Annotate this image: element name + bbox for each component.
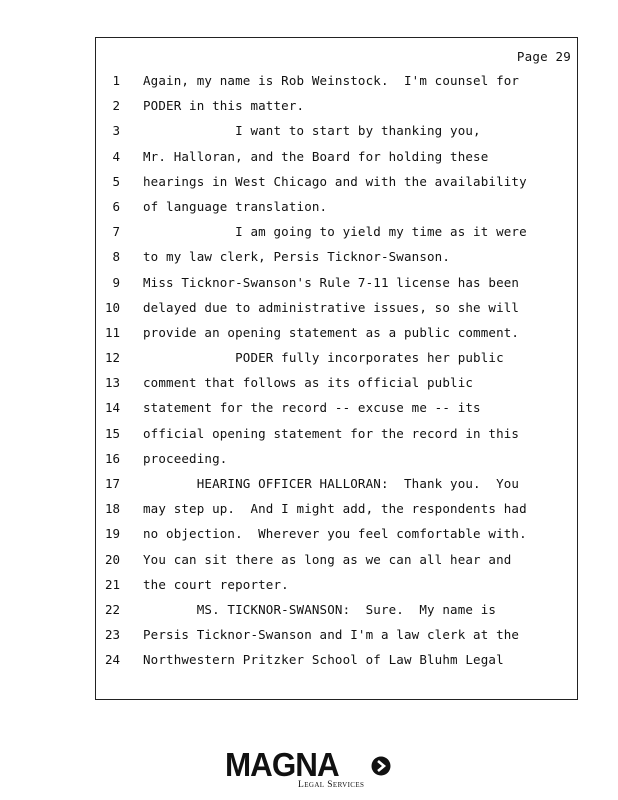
transcript-line: [96, 174, 577, 199]
line-text: the court reporter.: [143, 576, 289, 592]
transcript-lines: [96, 73, 577, 678]
line-number: 23: [104, 627, 120, 643]
line-text: PODER in this matter.: [143, 98, 305, 114]
transcript-line: [96, 400, 577, 425]
transcript-line: [96, 577, 577, 602]
transcript-line: [96, 476, 577, 501]
line-number: 7: [112, 224, 120, 240]
transcript-line: [96, 501, 577, 526]
transcript-line: [96, 224, 577, 249]
transcript-page: [95, 37, 578, 700]
line-text: HEARING OFFICER HALLORAN: Thank you. You: [143, 476, 520, 491]
line-number: 19: [104, 526, 120, 542]
transcript-line: [96, 602, 577, 627]
line-text: Miss Ticknor-Swanson's Rule 7-11 license has been: [143, 274, 520, 290]
transcript-line: [96, 149, 577, 174]
transcript-line: [96, 275, 577, 300]
transcript-line: [96, 73, 577, 98]
line-number: 13: [104, 375, 120, 391]
transcript-line: [96, 350, 577, 375]
line-text: no objection. Wherever you feel comfortable with.: [143, 526, 527, 542]
line-text: Mr. Halloran, and the Board for holding these: [143, 148, 489, 164]
line-number: 9: [112, 274, 120, 290]
line-text: of language translation.: [143, 198, 328, 214]
line-text: You can sit there as long as we can all hear and: [143, 551, 512, 567]
transcript-line: [96, 199, 577, 224]
line-number: 1: [112, 73, 120, 88]
line-number: 2: [112, 98, 120, 114]
line-text: PODER fully incorporates her public: [143, 350, 504, 366]
chevron-circle-right-icon: [371, 756, 391, 776]
transcript-line: [96, 627, 577, 652]
line-text: delayed due to administrative issues, so she will: [143, 299, 520, 315]
line-text: to my law clerk, Persis Ticknor-Swanson.: [143, 249, 451, 265]
line-number: 11: [104, 324, 120, 340]
transcript-line: [96, 451, 577, 476]
line-number: 3: [112, 123, 120, 139]
line-text: proceeding.: [143, 450, 228, 466]
line-number: 17: [104, 476, 120, 491]
line-number: 21: [104, 576, 120, 592]
transcript-line: [96, 426, 577, 451]
line-number: 5: [112, 173, 120, 189]
line-text: provide an opening statement as a public comment.: [143, 324, 520, 340]
line-number: 15: [104, 425, 120, 441]
line-number: 22: [104, 601, 120, 617]
line-text: I am going to yield my time as it were: [143, 224, 527, 240]
transcript-line: [96, 123, 577, 148]
line-number: 14: [104, 400, 120, 416]
line-number: 8: [112, 249, 120, 265]
line-text: MS. TICKNOR-SWANSON: Sure. My name is: [143, 601, 497, 617]
line-text: Northwestern Pritzker School of Law Bluhm Legal: [143, 652, 504, 668]
line-number: 4: [112, 148, 120, 164]
transcript-line: [96, 325, 577, 350]
transcript-line: [96, 652, 577, 677]
line-text: may step up. And I might add, the respondents had: [143, 501, 527, 517]
transcript-line: [96, 552, 577, 577]
line-text: comment that follows as its official public: [143, 375, 474, 391]
line-number: 10: [104, 299, 120, 315]
page-number: Page 29: [516, 49, 571, 64]
line-number: 12: [104, 350, 120, 366]
transcript-line: [96, 98, 577, 123]
transcript-line: [96, 300, 577, 325]
line-number: 16: [104, 450, 120, 466]
line-text: statement for the record -- excuse me -- its: [143, 400, 481, 416]
line-number: 18: [104, 501, 120, 517]
line-text: Persis Ticknor-Swanson and I'm a law clerk at the: [143, 627, 520, 643]
magna-logo: [225, 746, 400, 795]
line-text: Again, my name is Rob Weinstock. I'm counsel for: [143, 73, 520, 88]
line-text: hearings in West Chicago and with the availability: [143, 173, 527, 189]
line-number: 20: [104, 551, 120, 567]
transcript-line: [96, 526, 577, 551]
line-text: I want to start by thanking you,: [143, 123, 481, 139]
logo-subtitle: Legal Services: [298, 780, 365, 790]
line-number: 6: [112, 198, 120, 214]
transcript-line: [96, 375, 577, 400]
transcript-line: [96, 249, 577, 274]
logo-wordmark: MAGNA: [225, 746, 339, 783]
line-number: 24: [104, 652, 120, 668]
line-text: official opening statement for the record in this: [143, 425, 520, 441]
